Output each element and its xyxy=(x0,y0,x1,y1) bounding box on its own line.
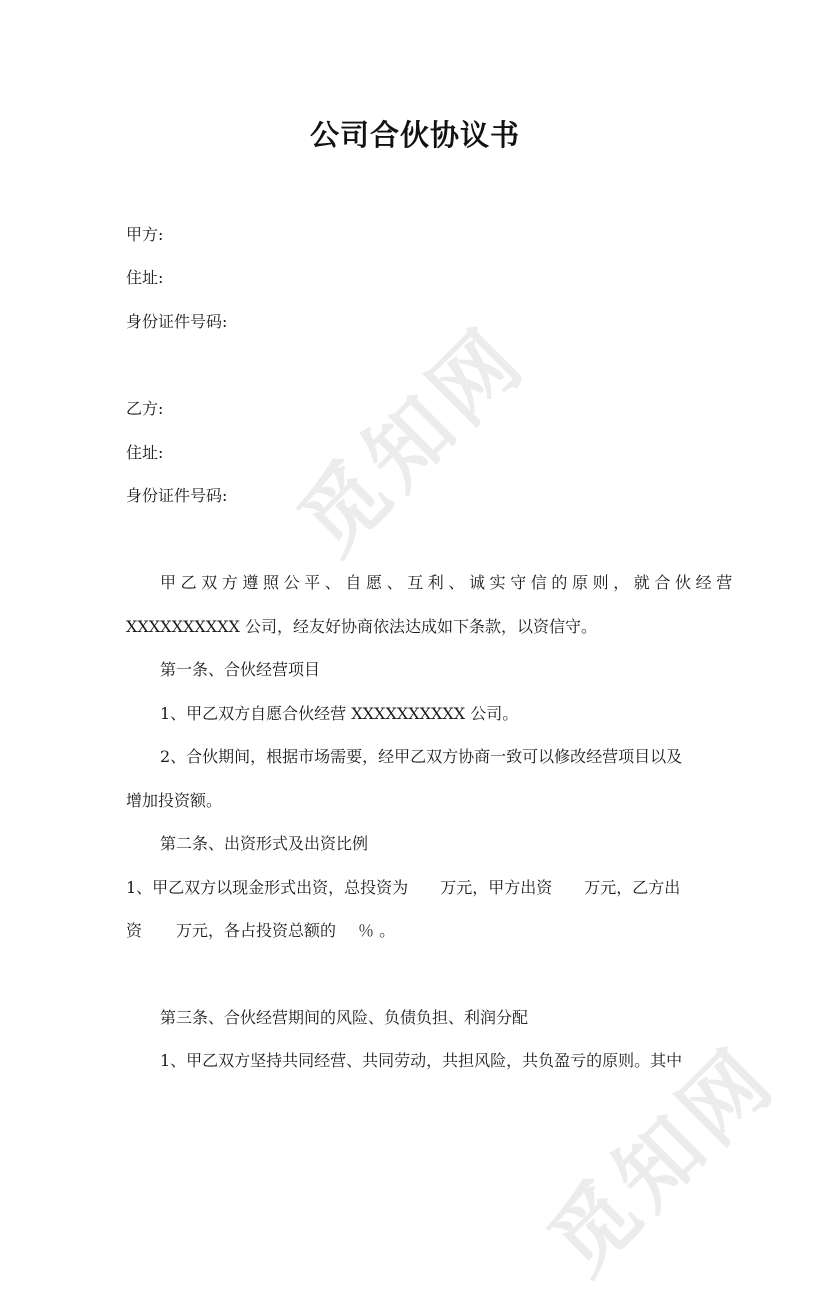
article-2-item-1-text-a: 1、甲乙双方以现金形式出资，总投资为 xyxy=(126,878,409,897)
party-a-name-label: 甲方: xyxy=(126,225,164,244)
article-2-item-1-text-c: 万元，乙方出 xyxy=(584,878,681,897)
article-1-item-2-line-2: 增加投资额。 xyxy=(126,791,223,810)
party-b-id-label: 身份证件号码: xyxy=(126,486,228,505)
article-2-item-1-text-d: 资 xyxy=(126,921,143,940)
article-2-item-1-text-e: 万元，各占投资总额的 xyxy=(176,921,337,940)
article-2-item-1-line-2 xyxy=(126,918,395,941)
party-a-address-label: 住址: xyxy=(126,268,164,287)
article-2-item-1-line-1 xyxy=(126,875,680,898)
article-3-heading: 第三条、合伙经营期间的风险、负债负担、利润分配 xyxy=(160,1008,529,1027)
intro-line-1: 甲乙双方遵照公平、自愿、互利、诚实守信的原则，就合伙经营 xyxy=(160,573,737,592)
party-b-name-label: 乙方: xyxy=(126,399,164,418)
article-3-item-1-line-1: 1、甲乙双方坚持共同经营、共同劳动，共担风险，共负盈亏的原则。其中 xyxy=(160,1051,683,1070)
article-2-item-1-text-b: 万元，甲方出资 xyxy=(440,878,553,897)
article-2-heading: 第二条、出资形式及出资比例 xyxy=(160,834,369,853)
article-1-item-2-line-1: 2、合伙期间，根据市场需要，经甲乙双方协商一致可以修改经营项目以及 xyxy=(160,747,683,766)
article-2-item-1-text-f: ％ 。 xyxy=(358,921,396,940)
party-b-address-label: 住址: xyxy=(126,443,164,462)
article-1-item-1: 1、甲乙双方自愿合伙经营 XXXXXXXXXX 公司。 xyxy=(160,704,519,723)
document-title: 公司合伙协议书 xyxy=(309,118,520,152)
party-a-id-label: 身份证件号码: xyxy=(126,312,228,331)
article-1-heading: 第一条、合伙经营项目 xyxy=(160,660,321,679)
watermark: 觅知网 xyxy=(530,1027,795,1293)
intro-line-2: XXXXXXXXXX 公司，经友好协商依法达成如下条款，以资信守。 xyxy=(126,617,597,636)
watermark: 觅知网 xyxy=(280,307,545,573)
